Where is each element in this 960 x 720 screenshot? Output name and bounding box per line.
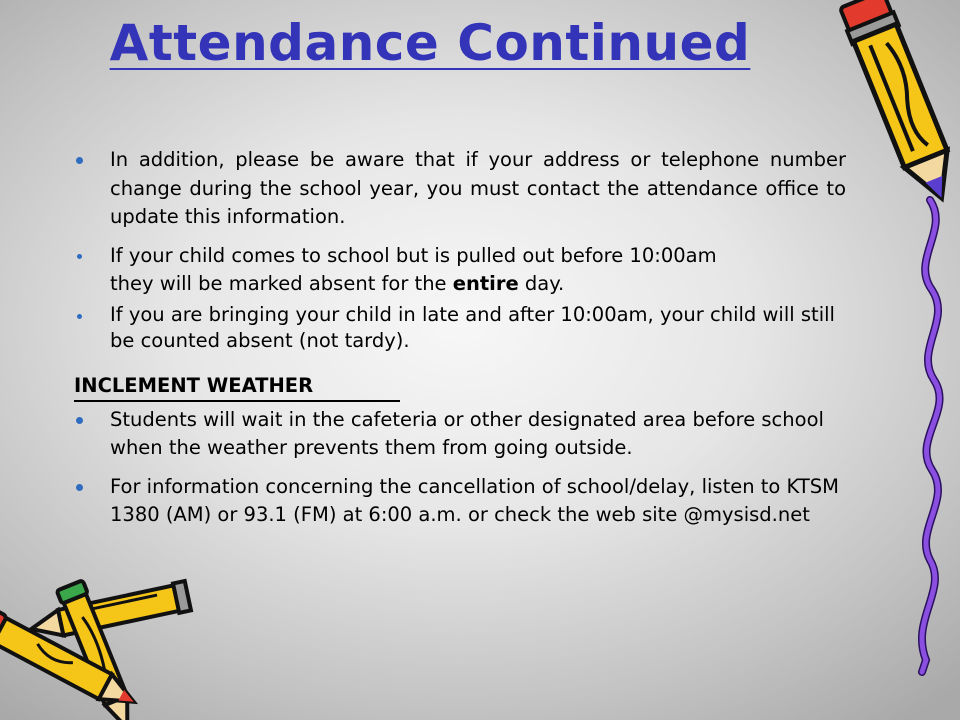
purple-ribbon-decoration — [900, 200, 960, 680]
bullet-text: For information concerning the cancellation of school/delay, listen to KTSM 1380 (AM) or 93.1 (FM) at 6:00 a.m. or check the web site @mysisd.net — [110, 474, 839, 526]
bullet-text: In addition, please be aware that if your address or telephone number change during the school year, you must contact the attendance office to update this information. — [110, 148, 846, 228]
bullet-text: If your child comes to school but is pulled out before 10:00am — [110, 243, 717, 267]
bullet-address-change — [74, 146, 846, 232]
bullet-dot — [76, 157, 83, 164]
pencil-icon-large — [800, 0, 960, 230]
bullet-text-continued: they will be marked absent for the — [110, 272, 453, 295]
bullet-text: If you are bringing your child in late and after 10:00am, your child will still be counted absent (not tardy). — [110, 302, 835, 352]
slide-content — [74, 146, 846, 530]
crossed-pencils-icon — [0, 580, 200, 720]
bullet-dot — [77, 254, 82, 259]
emphasis-entire: entire — [452, 272, 519, 295]
bullet-cafeteria-wait — [74, 406, 846, 463]
bullet-text-end: day. — [518, 272, 565, 295]
bullet-cancellation-info — [74, 473, 846, 530]
bullet-dot — [76, 484, 83, 491]
slide-title: Attendance Continued — [109, 14, 751, 72]
bullet-dot — [77, 314, 82, 319]
bullet-dot — [76, 417, 83, 424]
bullet-text: Students will wait in the cafeteria or other designated area before school when the weather prevents them from going outside. — [110, 407, 824, 459]
bullet-early-pickup — [74, 242, 846, 299]
bullet-late-arrival — [74, 302, 846, 354]
section-heading-inclement-weather: INCLEMENT WEATHER — [74, 372, 400, 402]
